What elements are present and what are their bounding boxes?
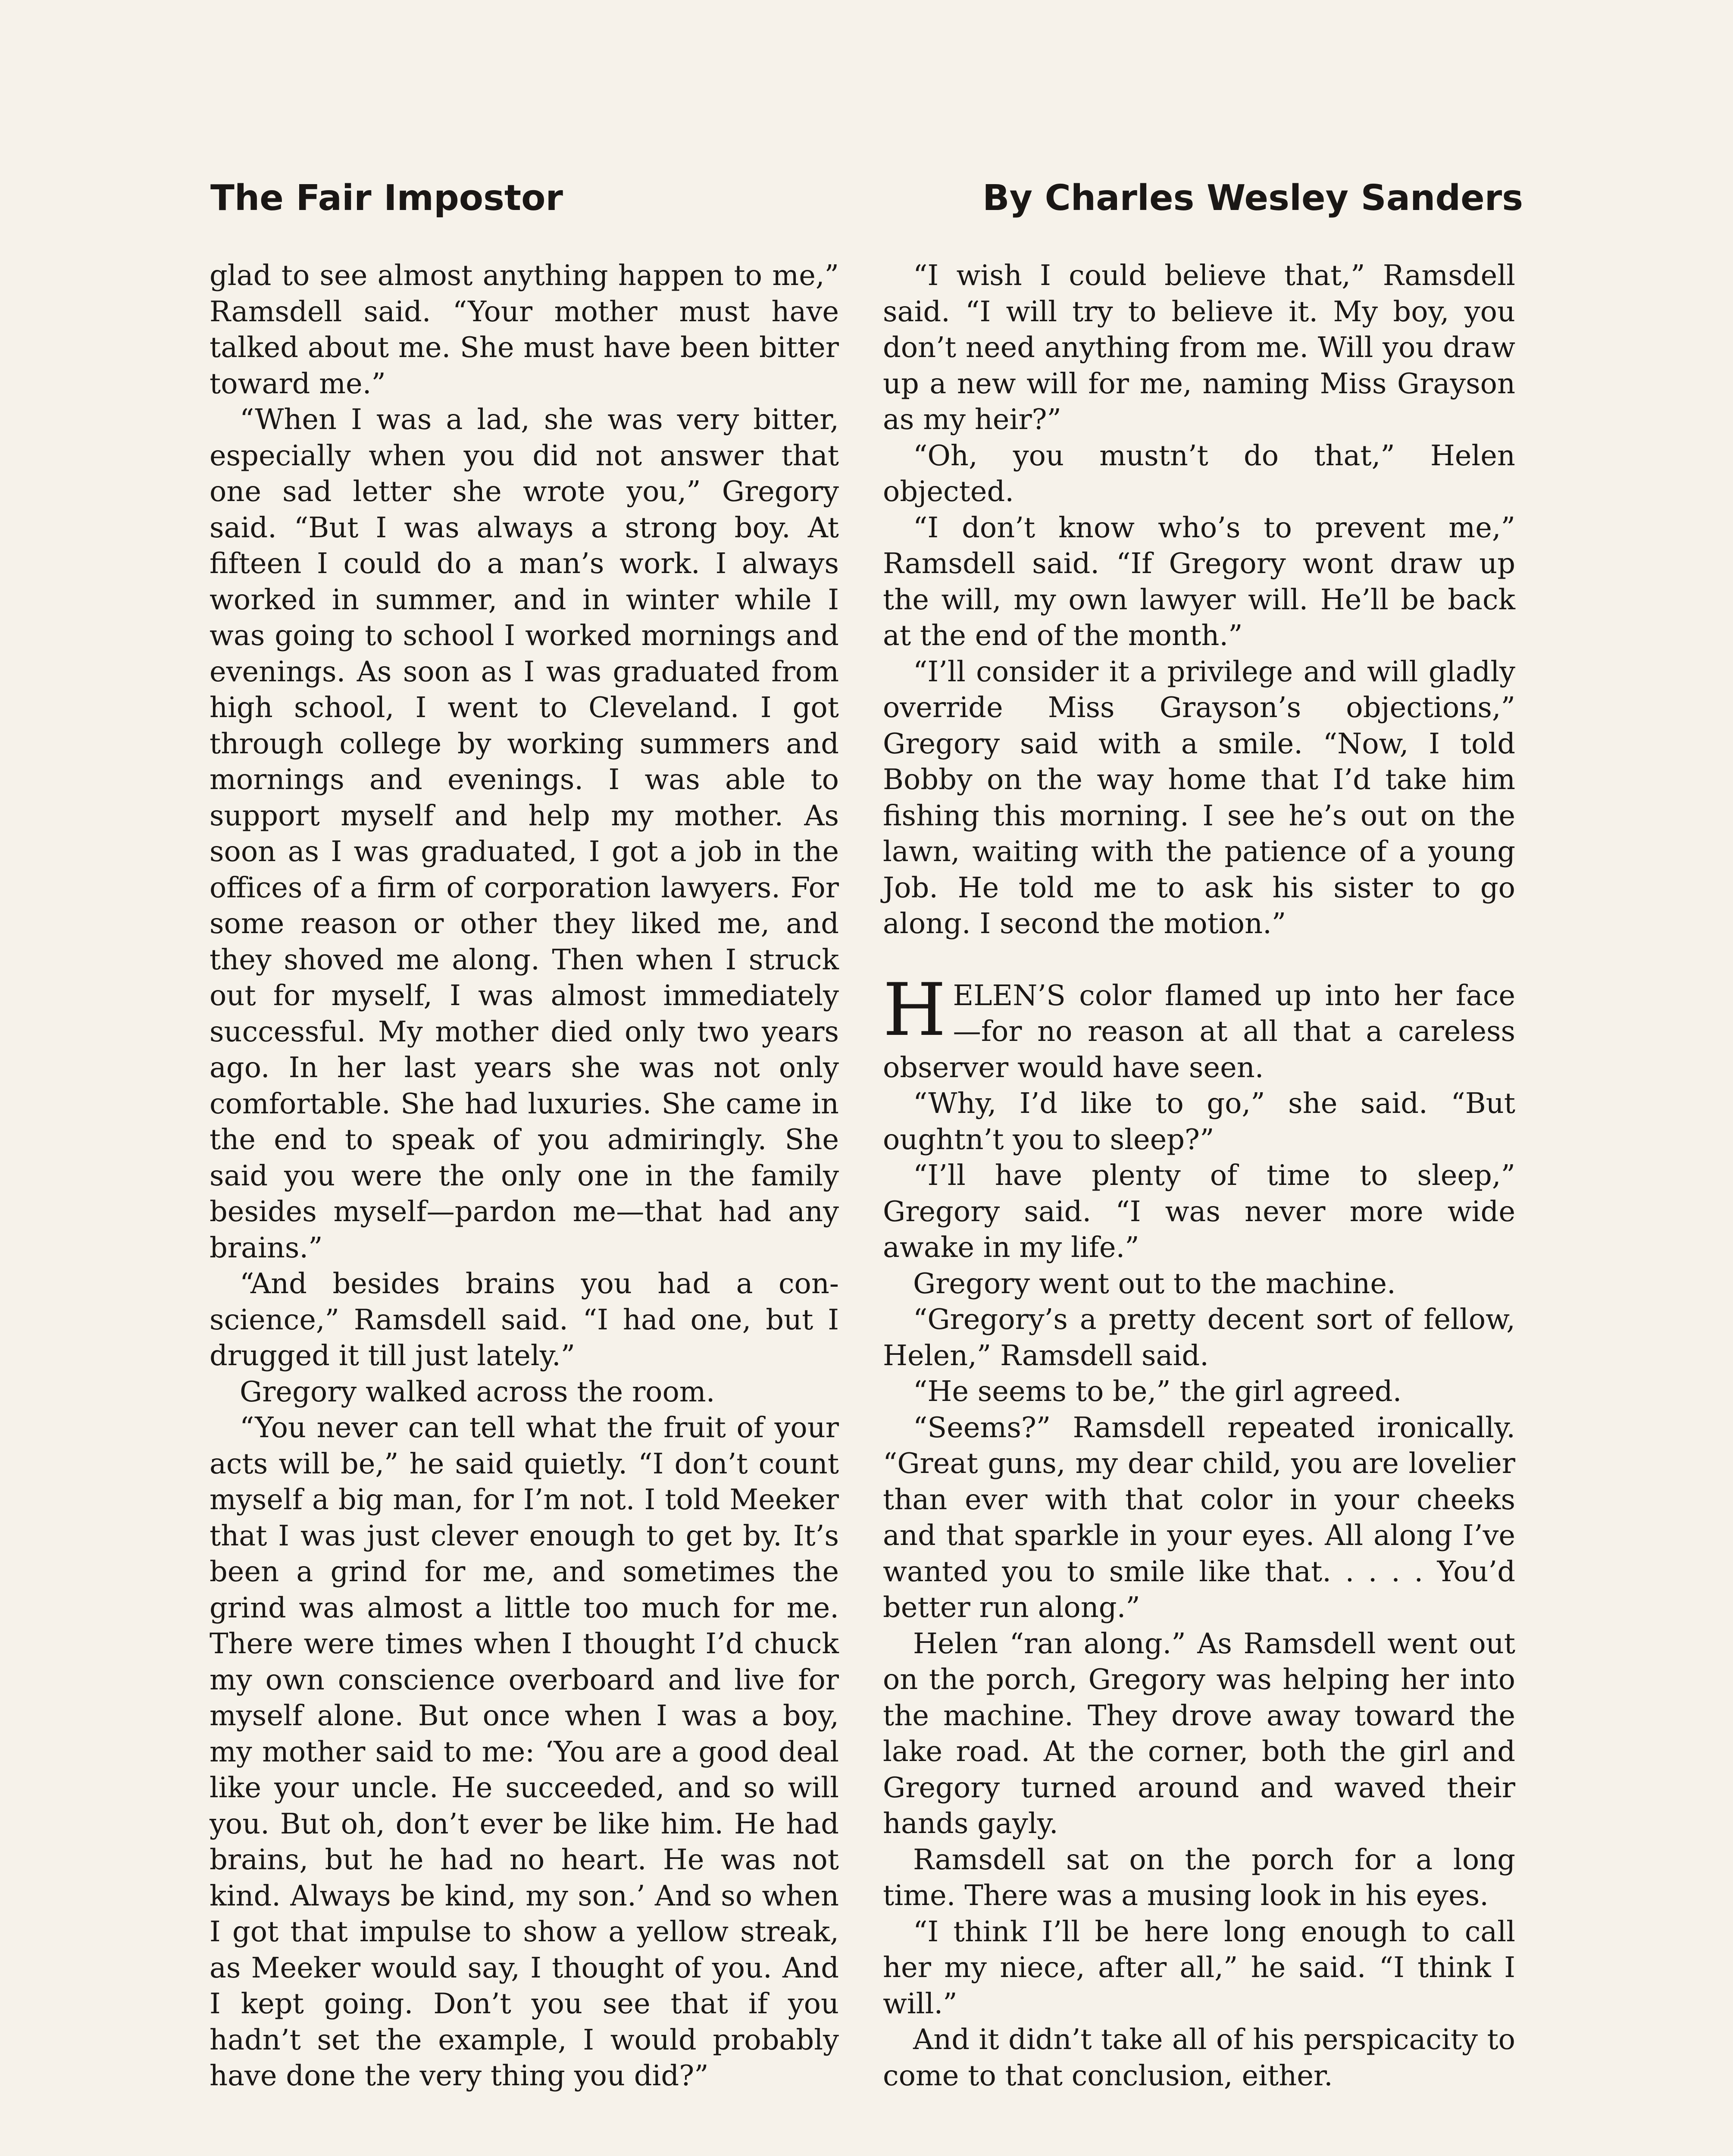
right-text-column xyxy=(883,258,1515,2094)
page-header xyxy=(210,170,1523,226)
paragraph: “Seems?” Ramsdell repeated ironically. “Great guns, my dear child, you are lovelier than ever with that color in your cheeks and that sparkle in your eyes. All along I’ve wanted you to smile like that. . . . . You’d better run along.” xyxy=(883,1411,1515,1624)
paragraph: glad to see almost anything happen to me,” Ramsdell said. “Your mother must have talked about me. She must have been bitter toward me.” xyxy=(210,259,839,400)
paragraph: “He seems to be,” the girl agreed. xyxy=(913,1375,1402,1408)
paragraph: Gregory walked across the room. xyxy=(240,1375,715,1408)
paragraph: “I wish I could believe that,” Ramsdell said. “I will try to believe it. My boy, you don’t need anything from me. Will you draw up a new will for me, naming Miss Grayson as my heir?” xyxy=(883,259,1515,436)
left-text-column xyxy=(210,258,839,2094)
paragraph: “And besides brains you had a conscience,” Ramsdell said. “I had one, but I drugged it till just lately.” xyxy=(210,1267,839,1372)
paragraph: “Gregory’s a pretty decent sort of fellow, Helen,” Ramsdell said. xyxy=(883,1303,1515,1372)
story-title: The Fair Impostor xyxy=(210,178,563,219)
drop-cap: H xyxy=(883,967,946,1052)
paragraph: Helen “ran along.” As Ramsdell went out on the porch, Gregory was helping her into the machine. They drove away toward the lake road. At the corner, both the girl and Gregory turned around and waved their hands gayly. xyxy=(883,1627,1515,1840)
paragraph: “Why, I’d like to go,” she said. “But oughtn’t you to sleep?” xyxy=(883,1087,1515,1156)
author-byline: By Charles Wesley Sanders xyxy=(982,178,1523,219)
paragraph: Gregory went out to the machine. xyxy=(913,1267,1396,1300)
paragraph: “I don’t know who’s to prevent me,” Ramsdell said. “If Gregory wont draw up the will, my own lawyer will. He’ll be back at the end of the month.” xyxy=(883,511,1515,652)
paragraph: “You never can tell what the fruit of your acts will be,” he said quietly. “I don’t count myself a big man, for I’m not. I told Meeker that I was just clever enough to get by. It’s been a grind for me, and sometimes the grind was almost a little too much for me. There were times when I thought I’d chuck my own conscience overboard and live for myself alone. But once when I was a boy, my mother said to me: ‘You are a good deal like your uncle. He succeeded, and so will you. But oh, don’t ever be like him. He had brains, but he had no heart. He was not kind. Always be kind, my son.’ And so when I got that impulse to show a yellow streak, as Meeker would say, I thought of you. And I kept going. Don’t you see that if you hadn’t set the example, I would probably have done the very thing you did?” xyxy=(210,1411,839,2092)
paragraph: Ramsdell sat on the porch for a long time. There was a musing look in his eyes. xyxy=(883,1843,1515,1912)
paragraph: “I’ll have plenty of time to sleep,” Gregory said. “I was never more wide awake in my life.” xyxy=(883,1159,1515,1264)
paragraph: “I’ll consider it a privilege and will gladly override Miss Grayson’s objections,” Gregory said with a smile. “Now, I told Bobby on the way home that I’d take him fishing this morning. I see he’s out on the lawn, waiting with the patience of a young Job. He told me to ask his sister to go along. I second the motion.” xyxy=(883,655,1515,940)
paragraph: “Oh, you mustn’t do that,” Helen objected. xyxy=(883,439,1515,508)
section-opening-text: ELEN’S color flamed up into her face—for no reason at all that a careless observer would have seen. xyxy=(883,979,1515,1084)
paragraph: “When I was a lad, she was very bitter, especially when you did not answer that one sad letter she wrote you,” Gregory said. “But I was always a strong boy. At fifteen I could do a man’s work. I always worked in summer, and in winter while I was going to school I worked mornings and evenings. As soon as I was graduated from high school, I went to Cleveland. I got through college by working summers and mornings and evenings. I was able to support myself and help my mother. As soon as I was graduated, I got a job in the offices of a firm of corporation lawyers. For some reason or other they liked me, and they shoved me along. Then when I struck out for myself, I was almost immediately successful. My mother died only two years ago. In her last years she was not only comfortable. She had luxuries. She came in the end to speak of you admiringly. She said you were the only one in the family besides myself—pardon me—that had any brains.” xyxy=(210,403,839,1264)
section-opening-paragraph xyxy=(883,967,1515,1086)
paragraph: And it didn’t take all of his perspicacity to come to that conclusion, either. xyxy=(883,2023,1515,2092)
paragraph: “I think I’ll be here long enough to call her my niece, after all,” he said. “I think I will.” xyxy=(883,1915,1515,2020)
